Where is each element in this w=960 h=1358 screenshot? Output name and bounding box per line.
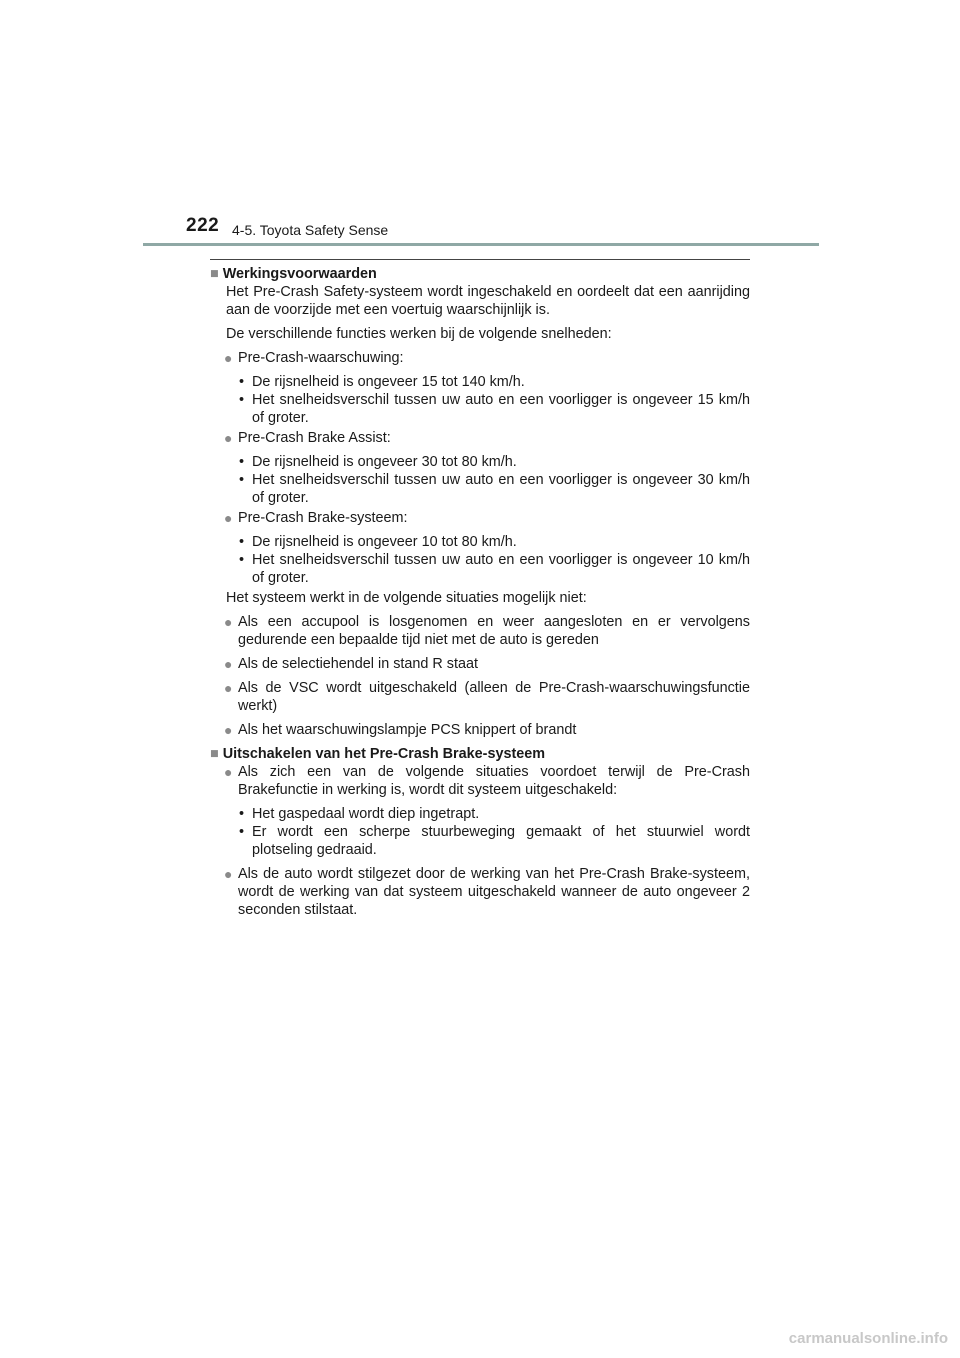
list-item: ● Als de VSC wordt uitgeschakeld (alleen de Pre-Crash-waarschuwingsfunctie werkt) — [224, 680, 750, 714]
square-bullet-icon: ■ — [210, 746, 219, 762]
content-rule — [210, 259, 750, 260]
list-item: ● Als de selectiehendel in stand R staat — [224, 656, 478, 672]
section-title: 4-5. Toyota Safety Sense — [232, 222, 389, 238]
circle-bullet-icon: ● — [224, 722, 233, 738]
list-item: ● Pre-Crash-waarschuwing: — [224, 350, 404, 366]
dot-bullet-icon: • — [239, 472, 245, 488]
square-bullet-icon: ■ — [210, 266, 219, 282]
list-item: ● Als zich een van de volgende situaties voordoet terwijl de Pre-Crash Brakefunctie in werking is, wordt dit systeem uitgeschakeld: — [224, 764, 750, 798]
watermark: carmanualsonline.info — [788, 1330, 948, 1347]
paragraph: De verschillende functies werken bij de volgende snelheden: — [226, 326, 612, 342]
heading-uitschakelen: ■ Uitschakelen van het Pre-Crash Brake-systeem — [210, 746, 546, 762]
sub-item: • Het snelheidsverschil tussen uw auto en een voorligger is ongeveer 10 km/h of groter. — [239, 552, 750, 586]
dot-bullet-icon: • — [239, 806, 245, 822]
list-item: ● Als de auto wordt stilgezet door de werking van het Pre-Crash Brake-systeem, wordt de werking van dat systeem uitgeschakeld wanneer de auto ongeveer 2 seconden stilstaat. — [224, 866, 750, 918]
paragraph: Het Pre-Crash Safety-systeem wordt ingeschakeld en oordeelt dat een aanrijding aan de voorzijde met een voertuig waarschijnlijk is. — [226, 284, 750, 318]
dot-bullet-icon: • — [239, 392, 245, 408]
list-item: ● Als het waarschuwingslampje PCS knippert of brandt — [224, 722, 577, 738]
circle-bullet-icon: ● — [224, 350, 233, 366]
circle-bullet-icon: ● — [224, 430, 233, 446]
heading-werkingsvoorwaarden: ■ Werkingsvoorwaarden — [210, 266, 377, 282]
list-item: ● Als een accupool is losgenomen en weer aangesloten en er vervolgens gedurende een bepaalde tijd niet met de auto is gereden — [224, 614, 750, 648]
circle-bullet-icon: ● — [224, 764, 233, 780]
sub-item: • De rijsnelheid is ongeveer 15 tot 140 km/h. — [239, 374, 525, 390]
circle-bullet-icon: ● — [224, 866, 233, 882]
sub-item: • De rijsnelheid is ongeveer 10 tot 80 km/h. — [239, 534, 517, 550]
list-item: ● Pre-Crash Brake Assist: — [224, 430, 391, 446]
circle-bullet-icon: ● — [224, 510, 233, 526]
sub-item: • Er wordt een scherpe stuurbeweging gemaakt of het stuurwiel wordt plotseling gedraaid. — [239, 824, 750, 858]
dot-bullet-icon: • — [239, 534, 245, 550]
dot-bullet-icon: • — [239, 454, 245, 470]
page-content — [210, 265, 750, 925]
dot-bullet-icon: • — [239, 824, 245, 840]
list-item: ● Pre-Crash Brake-systeem: — [224, 510, 408, 526]
sub-item: • Het snelheidsverschil tussen uw auto en een voorligger is ongeveer 30 km/h of groter. — [239, 472, 750, 506]
circle-bullet-icon: ● — [224, 656, 233, 672]
dot-bullet-icon: • — [239, 552, 245, 568]
page-number: 222 — [186, 215, 220, 236]
sub-item: • Het gaspedaal wordt diep ingetrapt. — [239, 806, 480, 822]
circle-bullet-icon: ● — [224, 614, 233, 630]
paragraph: Het systeem werkt in de volgende situaties mogelijk niet: — [226, 590, 587, 606]
circle-bullet-icon: ● — [224, 680, 233, 696]
sub-item: • Het snelheidsverschil tussen uw auto en een voorligger is ongeveer 15 km/h of groter. — [239, 392, 750, 426]
sub-item: • De rijsnelheid is ongeveer 30 tot 80 km/h. — [239, 454, 517, 470]
header-rule — [143, 243, 819, 246]
dot-bullet-icon: • — [239, 374, 245, 390]
